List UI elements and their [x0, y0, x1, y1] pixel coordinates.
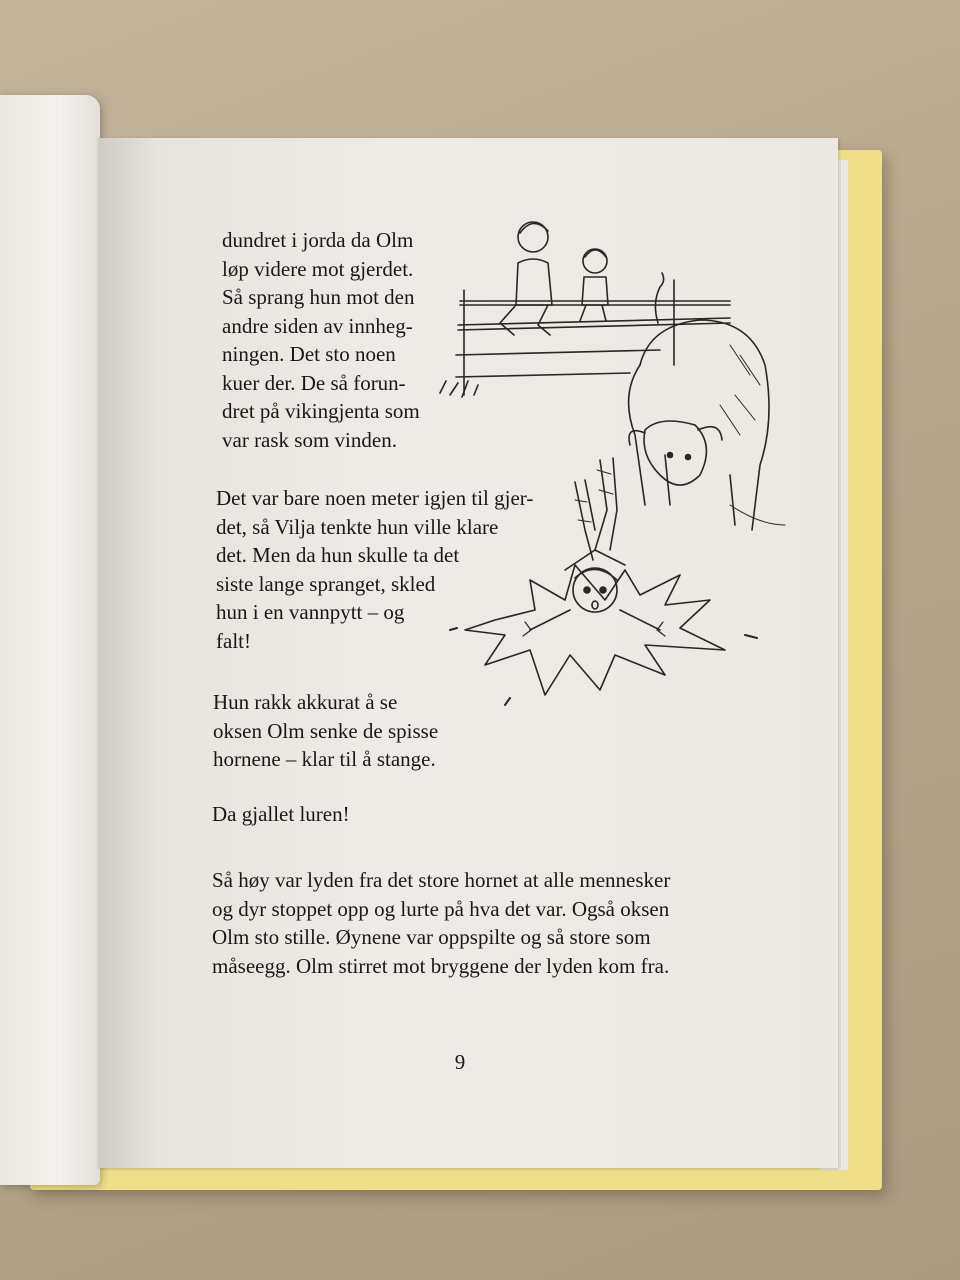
paragraph-5: Så høy var lyden fra det store hornet at alle mennesker og dyr stoppet opp og lurte på hva det var. Også oksen Olm sto stille. Øynene var oppspilte og så store som måseegg. Olm stirret mot bryggene der lyden kom fra. [212, 868, 671, 978]
paragraph-4: Da gjallet luren! [212, 802, 350, 826]
page-number: 9 [454, 1050, 466, 1074]
left-page [0, 95, 100, 1185]
paragraph-2: Det var bare noen meter igjen til gjer- det, så Vilja tenkte hun ville klare det. Men da hun skulle ta det siste lange spranget, skled hun i en vannpytt – og falt! [216, 486, 534, 653]
paragraph-1: dundret i jorda da Olm løp videre mot gjerdet. Så sprang hun mot den andre siden av innheg- ningen. Det sto noen kuer der. De så forun- dret på vikingjenta som var rask som vinden. [222, 228, 420, 452]
paragraph-3: Hun rakk akkurat å se oksen Olm senke de spisse hornene – klar til å stange. [213, 690, 439, 771]
